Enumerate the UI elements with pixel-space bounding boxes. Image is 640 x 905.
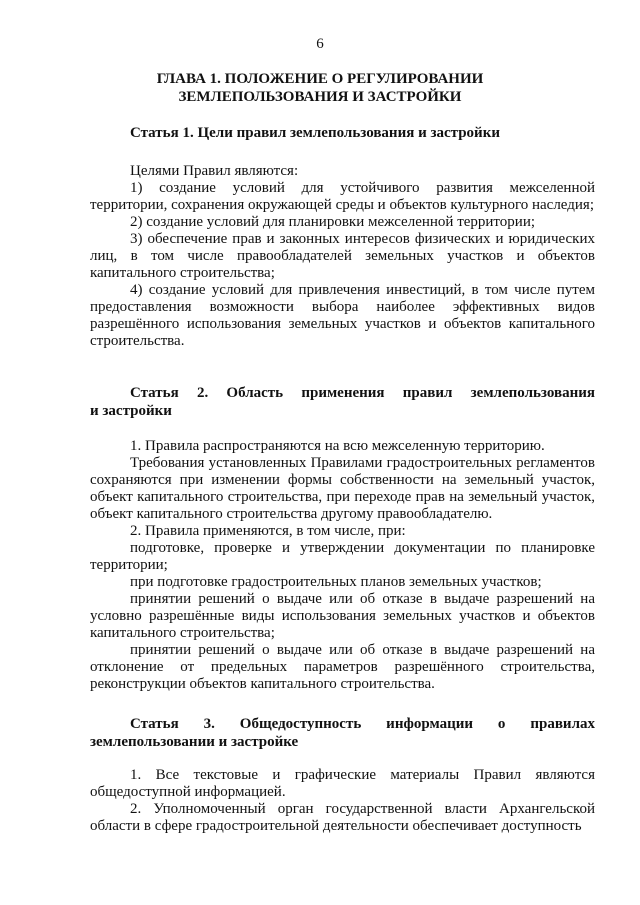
article-3-body — [90, 767, 595, 835]
paragraph: Целями Правил являются: — [130, 163, 299, 179]
paragraph: принятии решений о выдаче или об отказе в выдаче разрешений на условно разрешённые виды использования земельных участков и объектов капитального строительства; — [90, 591, 595, 641]
article-2-title — [90, 384, 595, 420]
paragraph: подготовке, проверке и утверждении документации по планировке территории; — [90, 540, 595, 573]
article-1-body — [90, 163, 595, 350]
article-3-title-line-1: Статья 3. Общедоступность информации о правилах — [130, 716, 595, 732]
paragraph: принятии решений о выдаче или об отказе в выдаче разрешений на отклонение от предельных параметров разрешённого строительства, реконструкции объектов капитального строительства. — [90, 642, 595, 692]
paragraph: 2) создание условий для планировки межселенной территории; — [130, 214, 536, 230]
paragraph: 4) создание условий для привлечения инвестиций, в том числе путем предоставления возможности выбора наиболее эффективных видов разрешённого использования земельных участков и объектов капитального строительства. — [90, 282, 595, 349]
paragraph: 3) обеспечение прав и законных интересов физических и юридических лиц, в том числе правообладателей земельных участков и объектов капитального строительства; — [90, 231, 595, 281]
article-1-title: Статья 1. Цели правил землепользования и застройки — [130, 125, 500, 141]
article-2-body — [90, 438, 595, 693]
paragraph: при подготовке градостроительных планов земельных участков; — [130, 574, 542, 590]
paragraph: 1. Все текстовые и графические материалы Правил являются общедоступной информацией. — [90, 767, 595, 800]
paragraph: 2. Уполномоченный орган государственной власти Архангельской области в сфере градостроительной деятельности обеспечивает доступность — [90, 801, 595, 834]
article-3-title-line-2: землепользовании и застройке — [90, 734, 299, 750]
chapter-title-line-2: ЗЕМЛЕПОЛЬЗОВАНИЯ И ЗАСТРОЙКИ — [178, 89, 462, 105]
article-2-title-line-2: и застройки — [90, 403, 172, 419]
page-number: 6 — [316, 36, 324, 52]
chapter-title-line-1: ГЛАВА 1. ПОЛОЖЕНИЕ О РЕГУЛИРОВАНИИ — [156, 71, 484, 87]
chapter-title — [120, 70, 520, 106]
article-2-title-line-1: Статья 2. Область применения правил землепользования — [130, 385, 595, 401]
paragraph: Требования установленных Правилами градостроительных регламентов сохраняются при изменении формы собственности на земельный участок, объект капитального строительства, при переходе прав на земельный участок, объект капитального строительства другому правообладателю. — [90, 455, 595, 522]
article-3-title — [90, 715, 595, 751]
paragraph: 1) создание условий для устойчивого развития межселенной территории, сохранения окружающей среды и объектов культурного наследия; — [90, 180, 595, 213]
paragraph: 1. Правила распространяются на всю межселенную территорию. — [130, 438, 545, 454]
paragraph: 2. Правила применяются, в том числе, при: — [130, 523, 406, 539]
